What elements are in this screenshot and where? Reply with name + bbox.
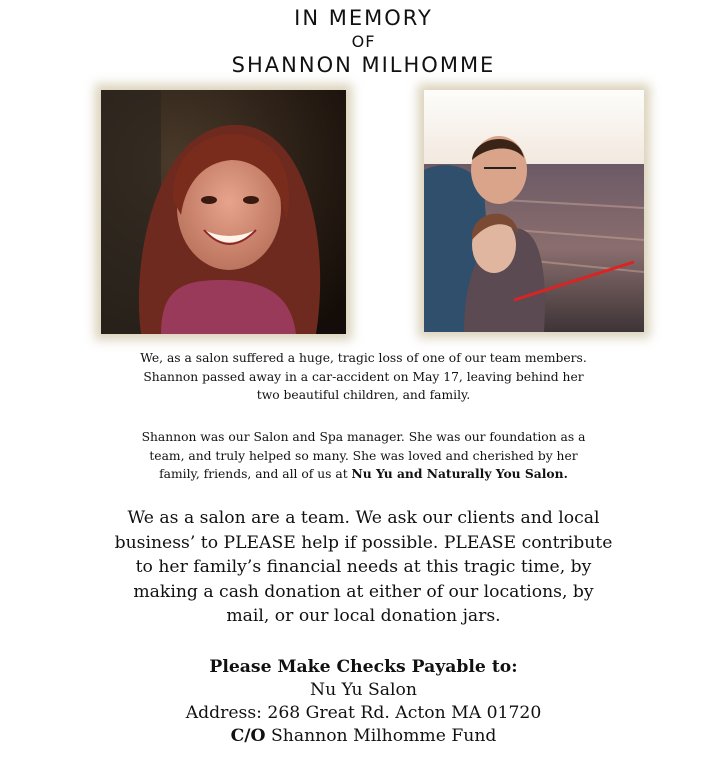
care-of-line: [0, 725, 727, 748]
paragraph-line: Shannon was our Salon and Spa manager. She was our foundation as a: [141, 430, 586, 444]
paragraph-line: making a cash donation at either of our locations, by: [133, 581, 594, 602]
care-of-label: C/O: [230, 726, 266, 746]
paragraph-line: team, and truly helped so many. She was loved and cherished by her: [149, 448, 578, 463]
memorial-title-line1: IN MEMORY: [294, 6, 433, 30]
paragraph-line-text: family, friends, and all of us at: [159, 467, 352, 481]
payee-address: Address: 268 Great Rd. Acton MA 01720: [185, 703, 542, 723]
father-daughter-sunset-photo: [424, 90, 644, 332]
payable-heading: Please Make Checks Payable to:: [209, 657, 518, 677]
portrait-photo: [101, 90, 346, 334]
payment-info: [0, 656, 727, 748]
paragraph-line: We, as a salon suffered a huge, tragic loss of one of our team members.: [140, 351, 587, 365]
donation-request-paragraph: [0, 506, 727, 629]
manager-tribute-paragraph: [0, 428, 727, 484]
paragraph-line: business’ to PLEASE help if possible. PLEASE contribute: [114, 532, 613, 553]
paragraph-line: We as a salon are a team. We ask our clients and local: [127, 508, 600, 528]
paragraph-line: to her family’s financial needs at this tragic time, by: [135, 557, 592, 577]
paragraph-line: two beautiful children, and family.: [256, 388, 471, 402]
paragraph-line: [0, 465, 727, 484]
fund-name: Shannon Milhomme Fund: [265, 726, 497, 746]
paragraph-line: mail, or our local donation jars.: [226, 606, 501, 626]
payee-name: Nu Yu Salon: [310, 680, 417, 700]
memorial-title-name: SHANNON MILHOMME: [231, 53, 496, 77]
memorial-title-of: OF: [351, 32, 376, 51]
salon-names: Nu Yu and Naturally You Salon.: [351, 466, 568, 481]
paragraph-line: Shannon passed away in a car-accident on May 17, leaving behind her: [143, 369, 584, 384]
loss-announcement-paragraph: [0, 349, 727, 405]
